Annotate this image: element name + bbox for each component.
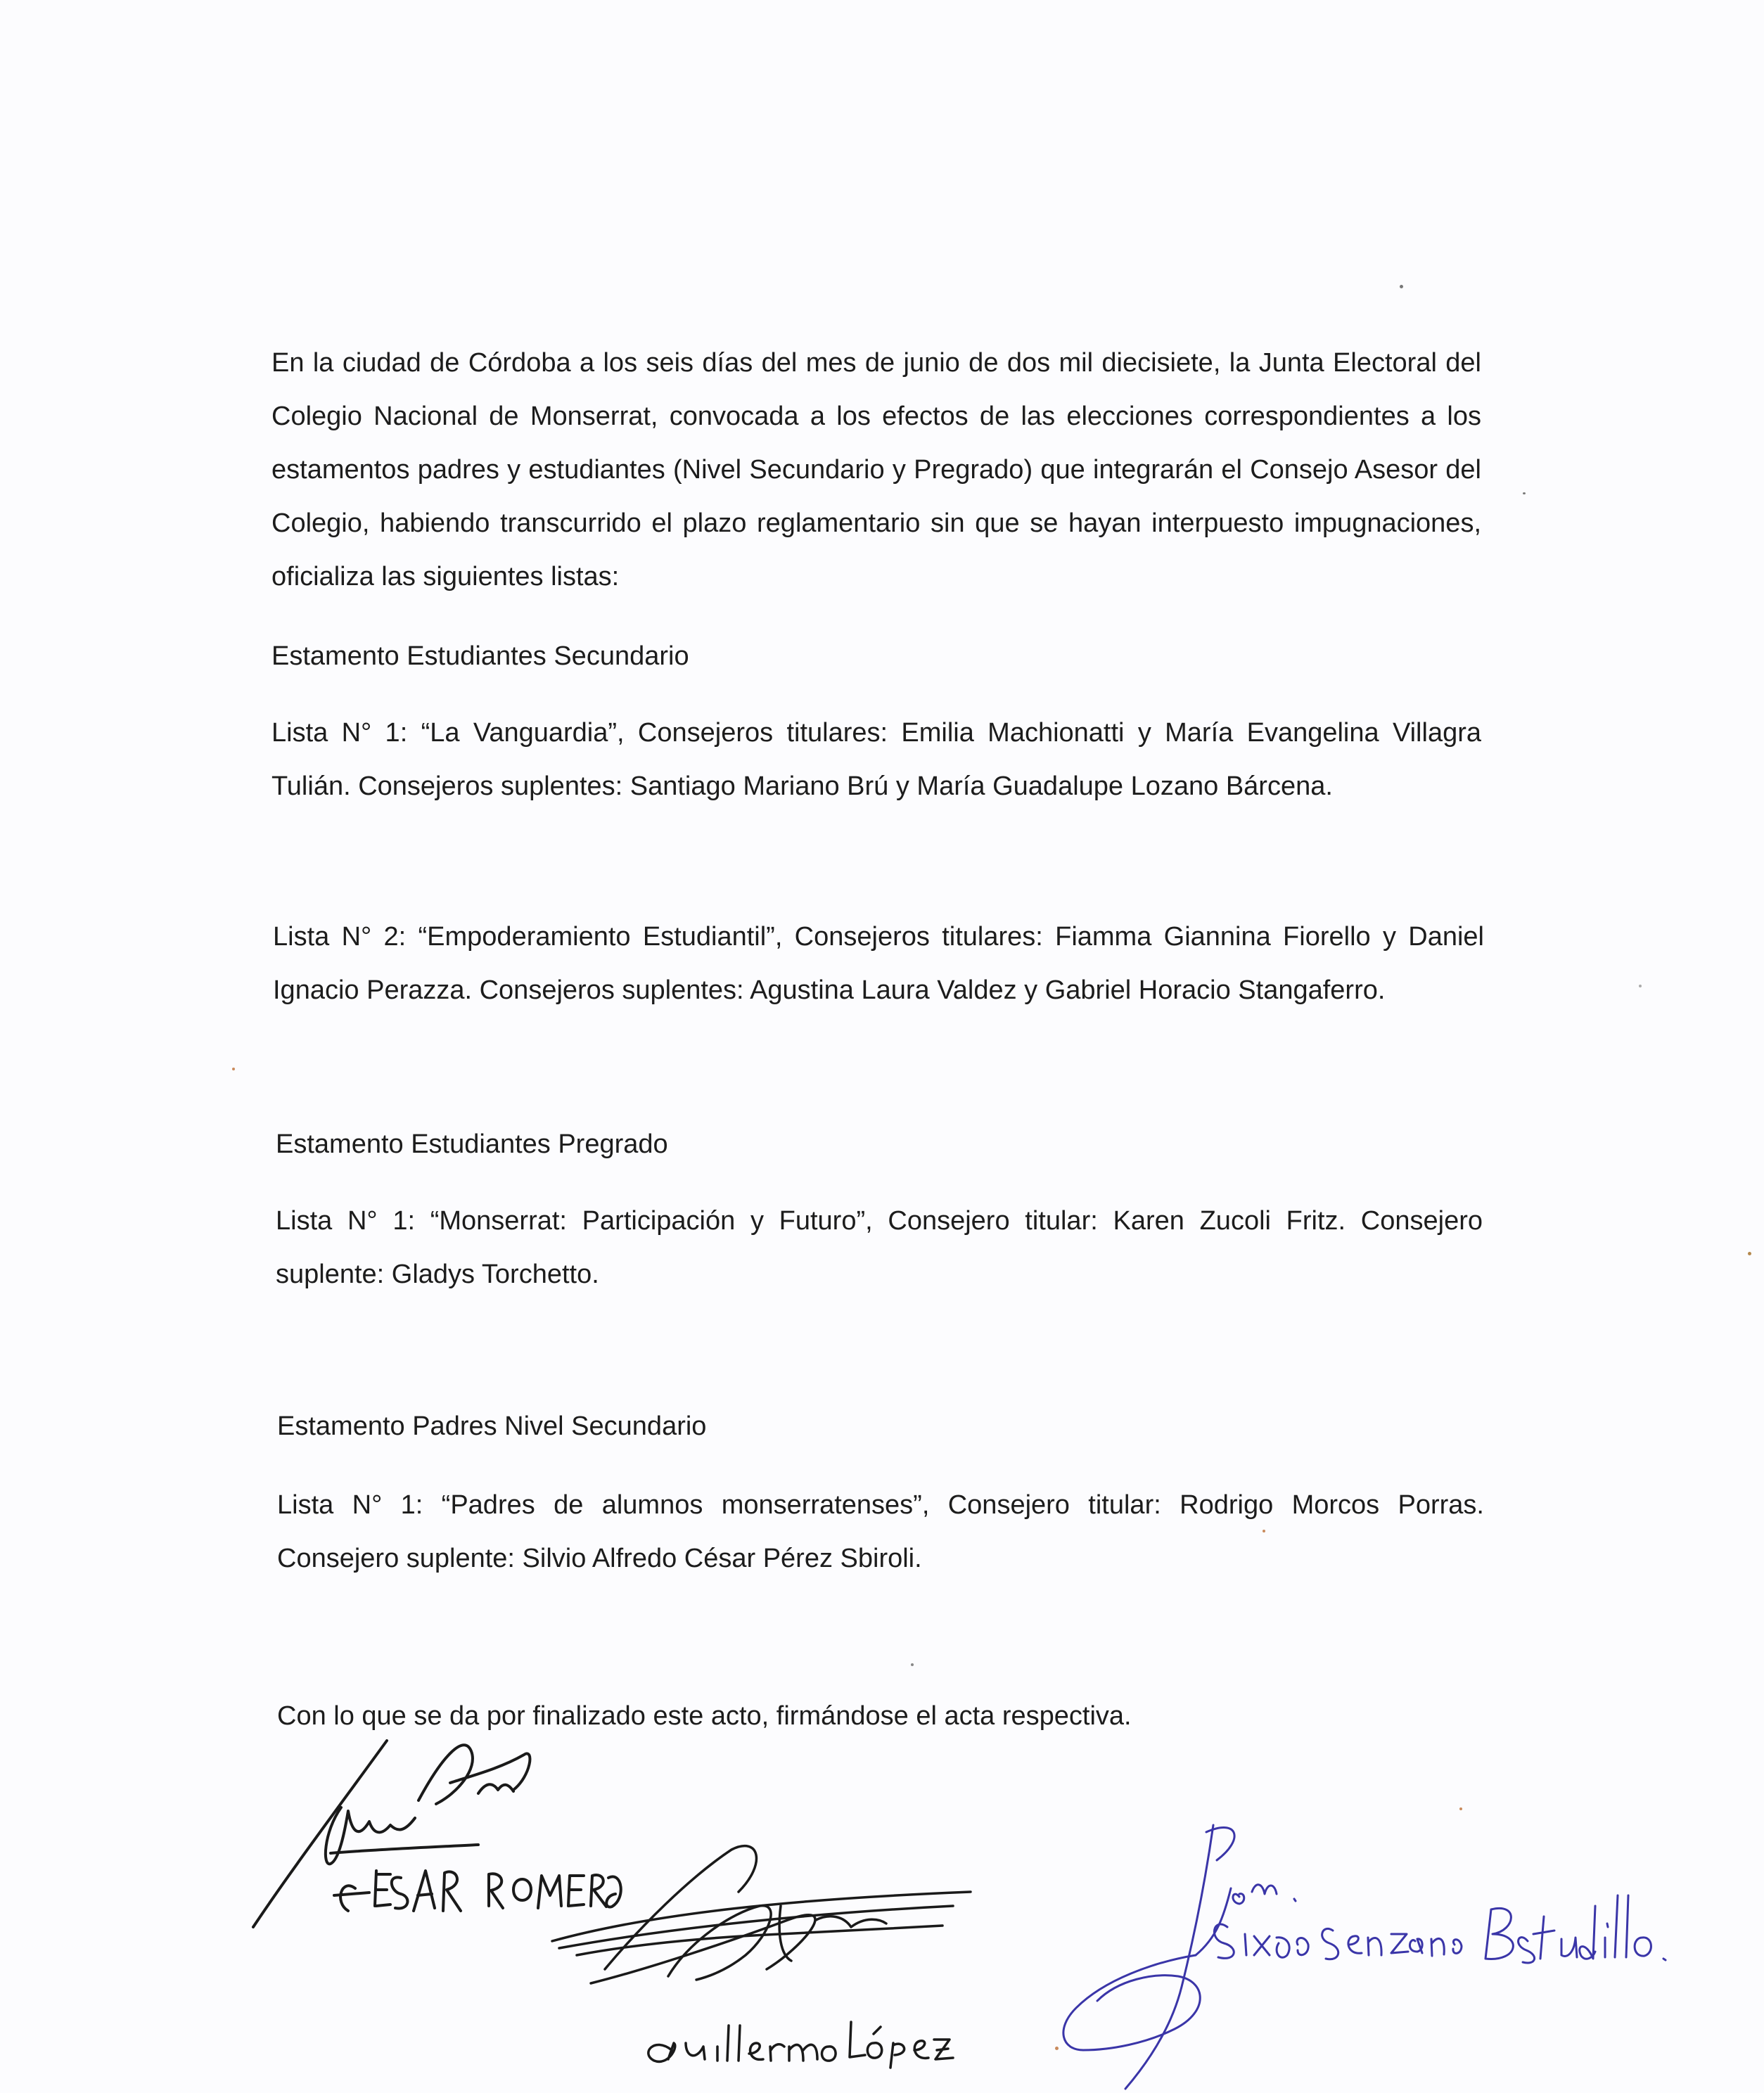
scan-speck <box>1400 285 1403 288</box>
section-heading-estudiantes-pregrado: Estamento Estudiantes Pregrado <box>276 1129 668 1159</box>
list-paragraph-padres-1: Lista N° 1: “Padres de alumnos monserratenses”, Consejero titular: Rodrigo Morcos Porras. Consejero suplente: Silvio Alfredo César Pérez Sbiroli. <box>277 1490 1484 1573</box>
scan-speck <box>1523 492 1526 494</box>
signature-guillermo-lopez <box>549 1836 985 2068</box>
scan-speck <box>1639 985 1642 987</box>
list-paragraph-pregrado-1: Lista N° 1: “Monserrat: Participación y Futuro”, Consejero titular: Karen Zucoli Fritz. Consejero suplente: Gladys Torchetto. <box>276 1206 1483 1289</box>
scan-speck <box>232 1068 235 1070</box>
scan-speck <box>1263 1530 1265 1532</box>
signature-sixto-senzano-astudillo <box>1055 1818 1709 2092</box>
scan-speck <box>1748 1252 1751 1255</box>
scan-speck <box>1459 1807 1462 1810</box>
closing-paragraph: Con lo que se da por finalizado este acto, firmándose el acta respectiva. <box>277 1701 1132 1731</box>
section-heading-estudiantes-secundario: Estamento Estudiantes Secundario <box>271 641 689 671</box>
section-heading-padres-secundario: Estamento Padres Nivel Secundario <box>277 1412 707 1441</box>
list-paragraph-secundario-2: Lista N° 2: “Empoderamiento Estudiantil”, Consejeros titulares: Fiamma Giannina Fiorello y Daniel Ignacio Perazza. Consejeros suplentes: Agustina Laura Valdez y Gabriel Horacio Stangaferro. <box>273 922 1484 1005</box>
scan-speck <box>911 1663 914 1666</box>
intro-paragraph: En la ciudad de Córdoba a los seis días del mes de junio de dos mil diecisiete, la Junta Electoral del Colegio Nacional de Monserrat, convocada a los efectos de las elecciones correspondientes a los estamentos padres y estudiantes (Nivel Secundario y Pregrado) que integrarán el Consejo Asesor del Colegio, habiendo transcurrido el plazo reglamentario sin que se hayan interpuesto impugnaciones, oficializa las siguientes listas: <box>271 348 1481 591</box>
scan-speck <box>1055 2047 1059 2050</box>
list-paragraph-secundario-1: Lista N° 1: “La Vanguardia”, Consejeros titulares: Emilia Machionatti y María Evangelina Villagra Tulián. Consejeros suplentes: Santiago Mariano Brú y María Guadalupe Lozano Bárcena. <box>271 718 1481 801</box>
